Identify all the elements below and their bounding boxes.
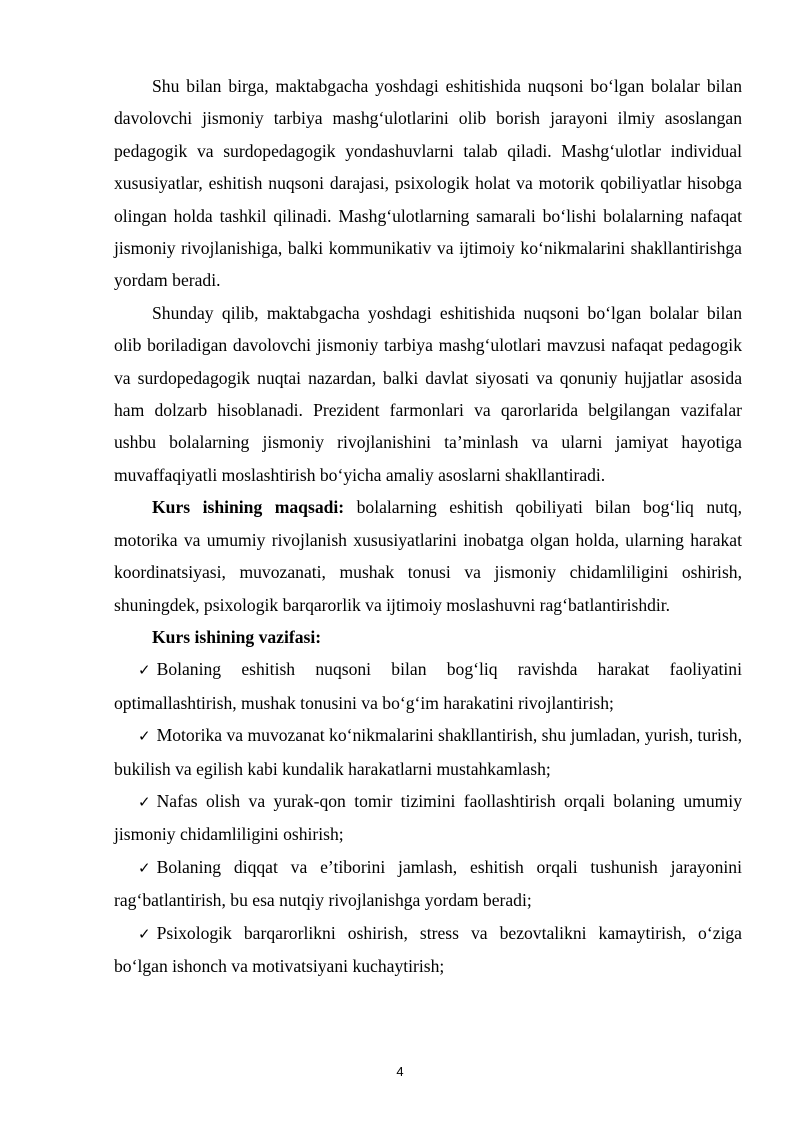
checkmark-icon: ✓ xyxy=(138,727,151,746)
task-text: Motorika va muvozanat ko‘nikmalarini shakllantirish, shu jumladan, yurish, turish, bukilish va egilish kabi kundalik harakatlarni mustahkamlash; xyxy=(114,725,742,779)
task-text: Psixologik barqarorlikni oshirish, stress va bezovtalikni kamaytirish, o‘ziga bo‘lgan ishonch va motivatsiyani kuchaytirish; xyxy=(114,922,742,976)
page-content xyxy=(114,70,742,982)
task-item xyxy=(114,785,742,851)
paragraph-conclusion: Shunday qilib, maktabgacha yoshdagi eshitishida nuqsoni bo‘lgan bolalar bilan olib boriladigan davolovchi jismoniy tarbiya mashg‘ulotlari mavzusi nafaqat pedagogik va surdopedagogik nuqtai nazardan, balki davlat siyosati va qonuniy hujjatlar asosida ham dolzarb hisoblanadi. Prezident farmonlari va qarorlarida belgilangan vazifalar ushbu bolalarning jismoniy rivojlanishini ta’minlash va ularni jamiyat hayotiga muvaffaqiyatli moslashtirish bo‘yicha amaliy asoslarni shakllantiradi. xyxy=(114,302,742,485)
page-number: 4 xyxy=(396,1064,404,1079)
checkmark-icon: ✓ xyxy=(138,924,151,943)
task-item xyxy=(114,917,742,983)
checkmark-icon: ✓ xyxy=(138,792,151,811)
task-text: Bolaning eshitish nuqsoni bilan bog‘liq ravishda harakat faoliyatini optimallashtirish, mushak tonusini va bo‘g‘im harakatini rivojlantirish; xyxy=(114,659,742,713)
task-text: Bolaning diqqat va e’tiborini jamlash, eshitish orqali tushunish jarayonini rag‘batlantirish, bu esa nutqiy rivojlanishga yordam beradi; xyxy=(114,856,742,911)
task-item xyxy=(114,719,742,785)
goal-text: bolalarning eshitish qobiliyati bilan bog‘liq nutq, motorika va umumiy rivojlanish xususiyatlarini inobatga olgan holda, ularning harakat koordinatsiyasi, muvozanati, mushak tonusi va jismoniy chidamliligini oshirish, shuningdek, psixologik barqarorlik va ijtimoiy moslashuvni rag‘batlantirishdir. xyxy=(114,497,742,615)
task-item xyxy=(114,653,742,719)
paragraph-goal xyxy=(114,491,742,621)
task-item xyxy=(114,851,742,917)
paragraph-intro: Shu bilan birga, maktabgacha yoshdagi eshitishida nuqsoni bo‘lgan bolalar bilan davolovchi jismoniy tarbiya mashg‘ulotlarini olib borish jarayoni ilmiy asoslangan pedagogik va surdopedagogik yondashuvlarni talab qiladi. Mashg‘ulotlar individual xususiyatlar, eshitish nuqsoni darajasi, psixologik holat va motorik qobiliyatlar hisobga olingan holda tashkil qilinadi. Mashg‘ulotlarning samarali bo‘lishi bolalarning nafaqat jismoniy rivojlanishiga, balki kommunikativ va ijtimoiy ko‘nikmalarini shakllantirishga yordam beradi. xyxy=(114,76,742,291)
tasks-heading: Kurs ishining vazifasi: xyxy=(152,626,322,647)
checkmark-icon: ✓ xyxy=(138,661,151,680)
checkmark-icon: ✓ xyxy=(138,858,151,877)
goal-label: Kurs ishining maqsadi: xyxy=(152,497,345,518)
task-text: Nafas olish va yurak-qon tomir tizimini faollashtirish orqali bolaning umumiy jismoniy chidamliligini oshirish; xyxy=(114,790,742,845)
